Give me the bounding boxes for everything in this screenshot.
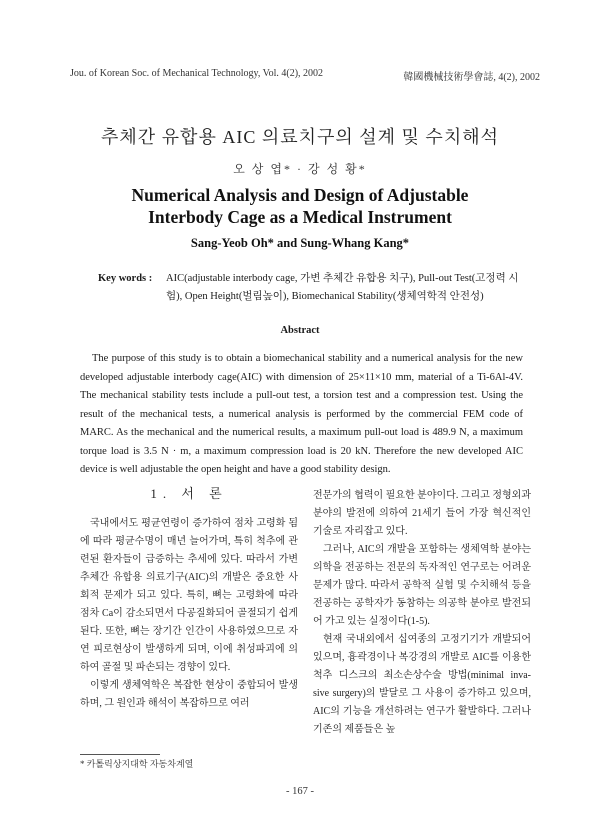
- body-paragraph: 전문가의 협력이 필요한 분야이다. 그리고 정형외과 분야의 발전에 의하여 21세기 들어 가장 혁신적인 기술로 자리잡고 있다.: [313, 490, 531, 537]
- body-column-left: [80, 485, 298, 713]
- abstract-body: The purpose of this study is to obtain a biomechanical stability and a numerical analysis for the new developed adjustable interbody cage(AIC) with dimension of 25×11×10 mm, material of a Ti-6Al-4V. The mechanical stability tests include a pull-out test, a torsion test and a compression test. Using the result of the mechanical tests, a numerical analysis is performed by the commercial FEM code of MARC. As the mechanical and the numerical results, a maximum pull-out load is 489.9 N, a maximum torque load is 3.5 N · m, a maximum compression load is 20 kN. Therefore the new developed AIC device is well adjustable the open height and have a good stability design.: [80, 353, 523, 475]
- keywords-block: [98, 270, 528, 306]
- section-heading-introduction: 1. 서 론: [150, 486, 228, 501]
- journal-citation-en: Jou. of Korean Soc. of Mechanical Technology, Vol. 4(2), 2002: [70, 68, 324, 79]
- author-affiliation-footnote: * 카톨릭상지대학 자동차계열: [80, 759, 194, 769]
- body-paragraph: 현재 국내외에서 십여종의 고정기기가 개발되어 있으며, 흉곽경이나 복강경의 개발로 AIC를 이용한 척추 디스크의 최소손상수술 방법(minimal inva- sive surgery)의 발달로 그 사용이 증가하고 있으며, AIC의 기능을 개선하려는 연구가 활발하다. 그러나 기존의 제품들은 높: [313, 634, 531, 735]
- body-paragraph: 이렇게 생체역학은 복잡한 현상이 중합되어 발생하며, 그 원인과 해석이 복잡하므로 여러: [80, 680, 298, 709]
- body-column-right: [313, 487, 531, 739]
- abstract-heading: Abstract: [280, 325, 320, 336]
- body-paragraph: 그러나, AIC의 개발을 포함하는 생체역학 분야는 의학을 전공하는 전문의 독자적인 연구로는 어려운 문제가 많다. 따라서 공학적 실험 및 수치해석 등을 전공하는 공학자가 동참하는 의공학 분야로 발전되어 가고 있는 실정이다(1-5).: [313, 544, 531, 627]
- title-korean: 추체간 유합용 AIC 의료치구의 설계 및 수치해석: [101, 127, 499, 147]
- title-english: [0, 184, 600, 228]
- running-header: [70, 68, 540, 83]
- authors-korean: 오 상 엽* · 강 성 황*: [233, 162, 367, 176]
- page-number: - 167 -: [286, 786, 314, 797]
- footnote-divider: [80, 754, 160, 755]
- body-paragraph: 국내에서도 평균연령이 증가하여 점차 고령화 됨에 따라 평균수명이 매년 늘어가며, 특히 척추에 관련된 환자들이 급증하는 추세에 있다. 따라서 가변 추체간 유합용 의료기구(AIC)의 개발은 중요한 사회적 문제가 되고 있다. 특히, 뼈는 고령화에 따라 점차 Ca이 감소되면서 다공질화되어 골절되기 쉽게 된다. 또한, 뼈는 장기간 인간이 사용하였으므로 자연 피로현상이 발생하게 되며, 이에 취성파괴에 의하여 골절 및 파손되는 경향이 있다.: [80, 518, 298, 673]
- keywords-text: AIC(adjustable interbody cage, 가변 추체간 유합용 치구), Pull-out Test(고정력 시험), Open Height(벌림높이), Biomechanical Stability(생체역학적 안전성): [166, 273, 519, 302]
- keywords-label: Key words :: [98, 273, 153, 284]
- title-english-line2: Interbody Cage as a Medical Instrument: [148, 207, 452, 227]
- title-english-line1: Numerical Analysis and Design of Adjustable: [131, 185, 469, 205]
- authors-english: Sang-Yeob Oh* and Sung-Whang Kang*: [190, 236, 410, 250]
- journal-citation-ko: 韓國機械技術學會誌, 4(2), 2002: [403, 72, 540, 83]
